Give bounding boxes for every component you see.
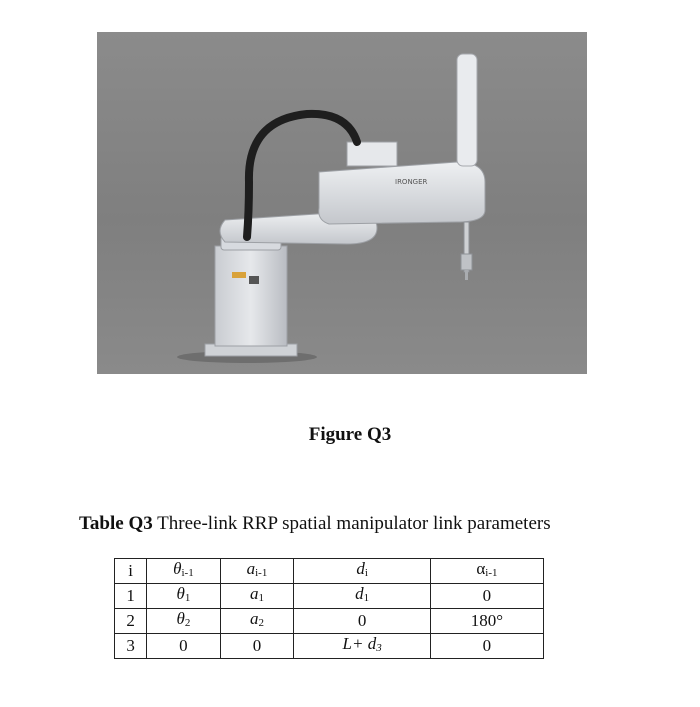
table-row — [115, 584, 544, 609]
scara-robot-illustration — [97, 32, 587, 374]
table-cell: a1 — [220, 584, 294, 609]
ball-screw-cover — [457, 54, 477, 166]
table-cell: d1 — [294, 584, 430, 609]
table-cell: 3 — [115, 634, 147, 659]
link-parameters-table — [114, 558, 544, 659]
table-cell: 0 — [430, 584, 543, 609]
table-cell: a2 — [220, 609, 294, 634]
base-port — [249, 276, 259, 284]
header-a: ai-1 — [220, 559, 294, 584]
warning-label — [232, 272, 246, 278]
table-caption-label: Table Q3 — [79, 513, 153, 534]
table-cell: θ2 — [147, 609, 220, 634]
cable-mount — [347, 142, 397, 166]
header-theta: θi-1 — [147, 559, 220, 584]
header-d: di — [294, 559, 430, 584]
table-cell: 0 — [220, 634, 294, 659]
table-cell: 0 — [147, 634, 220, 659]
tool-flange — [461, 254, 472, 270]
table-cell: 1 — [115, 584, 147, 609]
robot-brand-label: IRONGER — [395, 178, 428, 186]
table-cell: 180° — [430, 609, 543, 634]
tool-tip — [465, 270, 468, 280]
table-header-row — [115, 559, 544, 584]
table-caption — [79, 513, 551, 535]
base-column — [215, 246, 287, 346]
figure-caption: Figure Q3 — [308, 424, 392, 445]
table-row — [115, 634, 544, 659]
header-alpha: αi-1 — [430, 559, 543, 584]
table-cell: 2 — [115, 609, 147, 634]
table-cell: θ1 — [147, 584, 220, 609]
header-i: i — [115, 559, 147, 584]
robot-photo — [97, 32, 587, 374]
table-caption-text: Three-link RRP spatial manipulator link parameters — [157, 513, 551, 534]
table-cell: 0 — [294, 609, 430, 634]
table-cell: L+ d3 — [294, 634, 430, 659]
table-cell: 0 — [430, 634, 543, 659]
table-row — [115, 609, 544, 634]
link-2-housing — [319, 162, 485, 224]
